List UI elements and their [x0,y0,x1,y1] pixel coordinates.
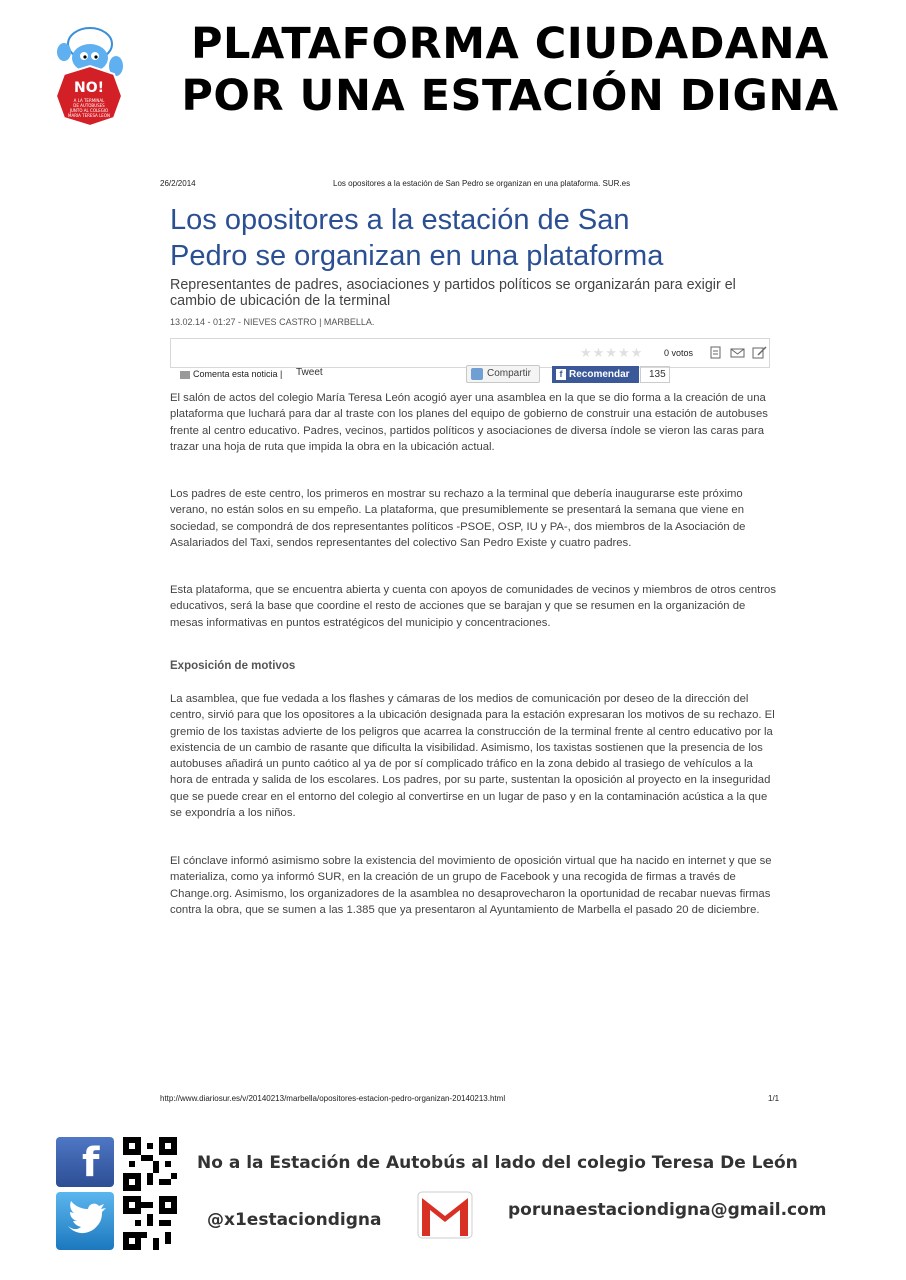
page-title [150,18,870,122]
recommend-button[interactable] [552,366,639,383]
comment-link-label: Comenta esta noticia | [193,369,283,379]
gmail-icon[interactable] [416,1186,474,1244]
share-button[interactable] [466,365,540,383]
svg-text:A LA TERMINAL: A LA TERMINAL [73,98,105,103]
paragraph-2: Los padres de este centro, los primeros en mostrar su rechazo a la terminal que debería inaugurarse este próximo verano, no están solos en su empeño. La plataforma, que presumiblemente se presentará la semana que viene en sociedad, se compondrá de dos representantes políticos -PSOE, OSP, IU y PA-, dos miembros de la Asociación de Asalariados del Taxi, sendos representantes del colectivo San Pedro Existe y cuatro padres. [170,488,746,549]
facebook-qr-code [123,1137,177,1191]
comment-icon [180,371,190,379]
facebook-letter: f [82,1140,100,1186]
article-title-line-1: Los opositores a la estación de San [170,204,630,236]
svg-text:JUNTO AL COLEGIO: JUNTO AL COLEGIO [69,108,109,113]
comment-link[interactable] [180,369,282,379]
print-page-title: Los opositores a la estación de San Pedro se organizan en una plataforma. SUR.es [333,179,631,188]
svg-text:DE AUTOBUSES: DE AUTOBUSES [73,103,105,108]
facebook-icon[interactable] [56,1137,114,1187]
title-line-2: POR UNA ESTACIÓN DIGNA [181,71,839,121]
article-subtitle: Representantes de padres, asociaciones y partidos políticos se organizarán para exigir el cambio de ubicación de la terminal [170,277,736,309]
article-byline: 13.02.14 - 01:27 - NIEVES CASTRO | MARBELLA. [170,317,375,327]
article-title-line-2: Pedro se organizan en una plataforma [170,240,664,272]
logo-no-text: NO! [73,80,105,96]
print-icon[interactable] [708,345,724,359]
tweet-button[interactable]: Tweet [296,367,323,378]
twitter-icon[interactable] [56,1192,114,1250]
paragraph-5: El cónclave informó asimismo sobre la existencia del movimiento de oposición virtual que ha nacido en internet y que se materializa, como ya informó SUR, en la creación de un grupo de Facebook y una recogida de firmas a través de Change.org. Asimismo, los organizadores de la asamblea no desaprovecharon la oportunidad de recabar nuevas firmas contra la obra, que se sumen a las 1.385 que ya presentaron al Ayuntamiento de Marbella el pasado 20 de diciembre. [170,855,772,916]
facebook-icon: f [556,369,566,380]
share-button-label: Compartir [487,368,531,379]
share-icon [471,368,483,380]
paragraph-3: Esta plataforma, que se encuentra abierta y cuenta con apoyos de comunidades de vecinos y miembros de otros centros educativos, será la base que coordine el resto de acciones que se barajan y que se resumen en la organización de mesas informativas en puntos estratégicos del municipio y concentraciones. [170,584,776,629]
rating-stars[interactable]: ★★★★★ [580,346,644,361]
paragraph-1: El salón de actos del colegio María Teresa León acogió ayer una asamblea en la que se dio forma a la creación de una plataforma que luchará para dar al traste con los planes del equipo de gobierno de construir una estación de autobuses frente al centro educativo. Padres, vecinos, partidos políticos y asociaciones de diversa índole se vieron las caras para trazar una hoja de ruta que impida la obra en la ubicación actual. [170,392,768,453]
section-heading: Exposición de motivos [170,660,296,672]
recommend-button-label: Recomendar [569,369,630,380]
edit-icon[interactable] [752,345,768,359]
print-url: http://www.diariosur.es/v/20140213/marbella/opositores-estacion-pedro-organizan-20140213.html [160,1094,506,1103]
paragraph-4: La asamblea, que fue vedada a los flashes y cámaras de los medios de comunicación por deseo de la dirección del centro, sirvió para que los opositores a la ubicación designada para la estación expresaran los motivos de su rechazo. El gremio de los taxistas advierte de los peligros que acarrea la construcción de la terminal frente al centro educativo por la existencia de un cambio de rasante que dificulta la visibilidad. Asimismo, los taxistas sostienen que la presencia de los autobuses añadirá un punto caótico al ya de por sí complicado tráfico en la zona debido al trasiego de vehículos a la hora de entrada y salida de los escolares. Los padres, por su parte, sustentan la oposición al proyecto en la inseguridad que se puede crear en el entorno del colegio al convertirse en un lugar de paso y en la contaminación acústica a la que se expondría a los niños. [170,693,775,820]
contact-email[interactable]: porunaestaciondigna@gmail.com [508,1200,827,1220]
svg-text:MARIA TERESA LEON: MARIA TERESA LEON [68,113,110,118]
twitter-handle[interactable]: @x1estaciondigna [207,1210,382,1230]
twitter-qr-code [123,1196,177,1250]
email-icon[interactable] [730,345,746,359]
votes-count: 0 votos [664,348,694,358]
footer-slogan: No a la Estación de Autobús al lado del colegio Teresa De León [197,1153,798,1173]
recommend-count: 135 [640,366,670,383]
title-line-1: PLATAFORMA CIUDADANA [191,19,829,69]
article-title [170,202,770,274]
print-date: 26/2/2014 [160,179,196,188]
platform-logo [46,22,136,130]
print-page-number: 1/1 [768,1094,780,1103]
